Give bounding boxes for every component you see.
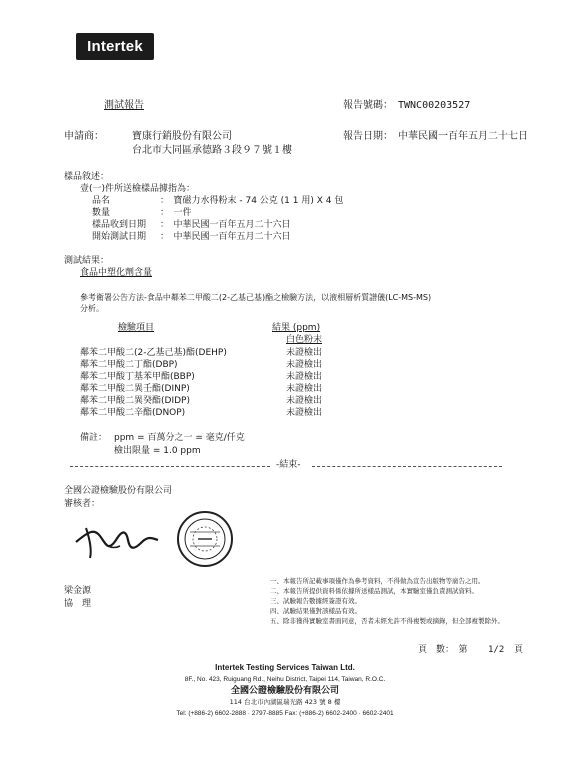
sample-label-name: 品名 xyxy=(92,196,111,206)
manager-name: 梁金源 xyxy=(64,586,92,596)
result-item-name: 鄰苯二甲酸二辛酯(DNOP) xyxy=(80,408,186,418)
result-item-value: 未證檢出 xyxy=(286,372,323,382)
method-line-1: 參考衛署公告方法-食品中鄰苯二甲酸二(2-乙基己基)酯之檢驗方法，以液相層析質譜儀(LC-MS-MS) xyxy=(80,293,432,302)
end-divider-right xyxy=(312,466,502,467)
report-date-label: 報告日期： xyxy=(343,131,393,142)
column-header-result: 結果 (ppm) xyxy=(272,323,321,333)
sample-label-received: 樣品收到日期 xyxy=(92,220,147,230)
sample-heading: 樣品敘述： xyxy=(64,172,110,182)
sample-value-name: ： 寶磁力水得粉末 - 74 公克 (1 1 用) X 4 包 xyxy=(160,196,344,206)
note-item: 四、試驗結果僅對該樣品有效。 xyxy=(270,607,361,615)
end-mark: -結束- xyxy=(276,460,301,470)
remark-label: 備註： xyxy=(80,433,108,443)
result-item-value: 未證檢出 xyxy=(286,408,323,418)
signoff-company: 全國公證檢驗股份有限公司 xyxy=(64,486,173,496)
result-item-value: 未證檢出 xyxy=(286,348,323,358)
sample-label-test-start: 開始測試日期 xyxy=(92,232,147,242)
footer-company-zh: 全國公證檢驗股份有限公司 xyxy=(230,686,339,696)
sample-value-qty: ： 一件 xyxy=(160,208,192,218)
note-item: 一、本報告所記載事項僅作為參考資料，不得做為宣告出版物等廣告之用。 xyxy=(270,577,485,585)
results-heading: 測試結果： xyxy=(64,256,110,266)
report-no: TWNC00203527 xyxy=(398,100,471,111)
report-no-label: 報告號碼： xyxy=(343,100,393,111)
footer-contact: Tel: (+886-2) 6602-2888 · 2797-8885 Fax: (+886-2) 6602-2400 · 6602-2401 xyxy=(176,710,394,717)
sample-intro: 壹(一)件所送檢樣品據指為： xyxy=(80,184,196,194)
note-item: 三、試驗報告數據經簽證有效。 xyxy=(270,597,361,605)
page-label: 頁 數： 第 xyxy=(418,645,468,655)
results-subheading: 食品中塑化劑含量 xyxy=(80,268,153,278)
page-suffix: 頁 xyxy=(514,645,524,655)
result-item-value: 未證檢出 xyxy=(286,384,323,394)
footer-address-en: 8F., No. 423, Ruiguang Rd., Neihu District, Taipei 114, Taiwan, R.O.C. xyxy=(184,676,386,683)
result-item-name: 鄰苯二甲酸二異癸酯(DIDP) xyxy=(80,396,190,406)
method-line-2: 分析。 xyxy=(80,304,104,313)
footer-address-zh: 114 台北市內湖區瑞光路 423 號 8 樓 xyxy=(229,698,341,706)
remark-text: ppm = 百萬分之一 = 毫克/仟克 xyxy=(114,433,245,443)
column-header-item: 檢驗項目 xyxy=(118,323,155,333)
result-item-value: 未證檢出 xyxy=(286,360,323,370)
result-item-name: 鄰苯二甲酸二丁酯(DBP) xyxy=(80,360,178,370)
column-header-sample: 白色粉末 xyxy=(286,335,323,345)
end-divider-left xyxy=(70,466,270,467)
manager-title: 協 理 xyxy=(64,599,92,609)
report-title: 測試報告 xyxy=(104,100,144,111)
report-date: 中華民國一百年五月二十七日 xyxy=(398,131,528,142)
result-item-value: 未證檢出 xyxy=(286,396,323,406)
note-item: 五、除非獲得實驗室書面同意，否者未經允許不得複製或摘錄，但全部複製除外。 xyxy=(270,617,504,625)
note-item: 二、本報告所提供資料係依據所送樣品測試，本實驗室僅負責測試資料。 xyxy=(270,587,478,595)
detection-limit: 檢出限量 = 1.0 ppm xyxy=(114,446,201,456)
company-seal xyxy=(176,510,234,568)
applicant-address: 台北市大同區承德路３段９７號１樓 xyxy=(132,145,292,156)
reviewer-label: 審核者： xyxy=(64,499,101,509)
result-item-name: 鄰苯二甲酸二(2-乙基己基)酯(DEHP) xyxy=(80,348,227,358)
footer-company-en: Intertek Testing Services Taiwan Ltd. xyxy=(215,663,355,672)
intertek-logo: Intertek xyxy=(76,33,154,60)
applicant-label: 申請商： xyxy=(64,131,104,142)
sample-value-received: ： 中華民國一百年五月二十六日 xyxy=(160,220,291,230)
result-item-name: 鄰苯二甲酸二異壬酯(DINP) xyxy=(80,384,190,394)
sample-label-qty: 數量 xyxy=(92,208,111,218)
applicant-name: 寶康行銷股份有限公司 xyxy=(132,131,232,142)
page-number: 1/2 xyxy=(488,645,505,655)
signature-image xyxy=(72,518,162,562)
sample-value-test-start: ： 中華民國一百年五月二十六日 xyxy=(160,232,291,242)
result-item-name: 鄰苯二甲酸丁基苯甲酯(BBP) xyxy=(80,372,195,382)
